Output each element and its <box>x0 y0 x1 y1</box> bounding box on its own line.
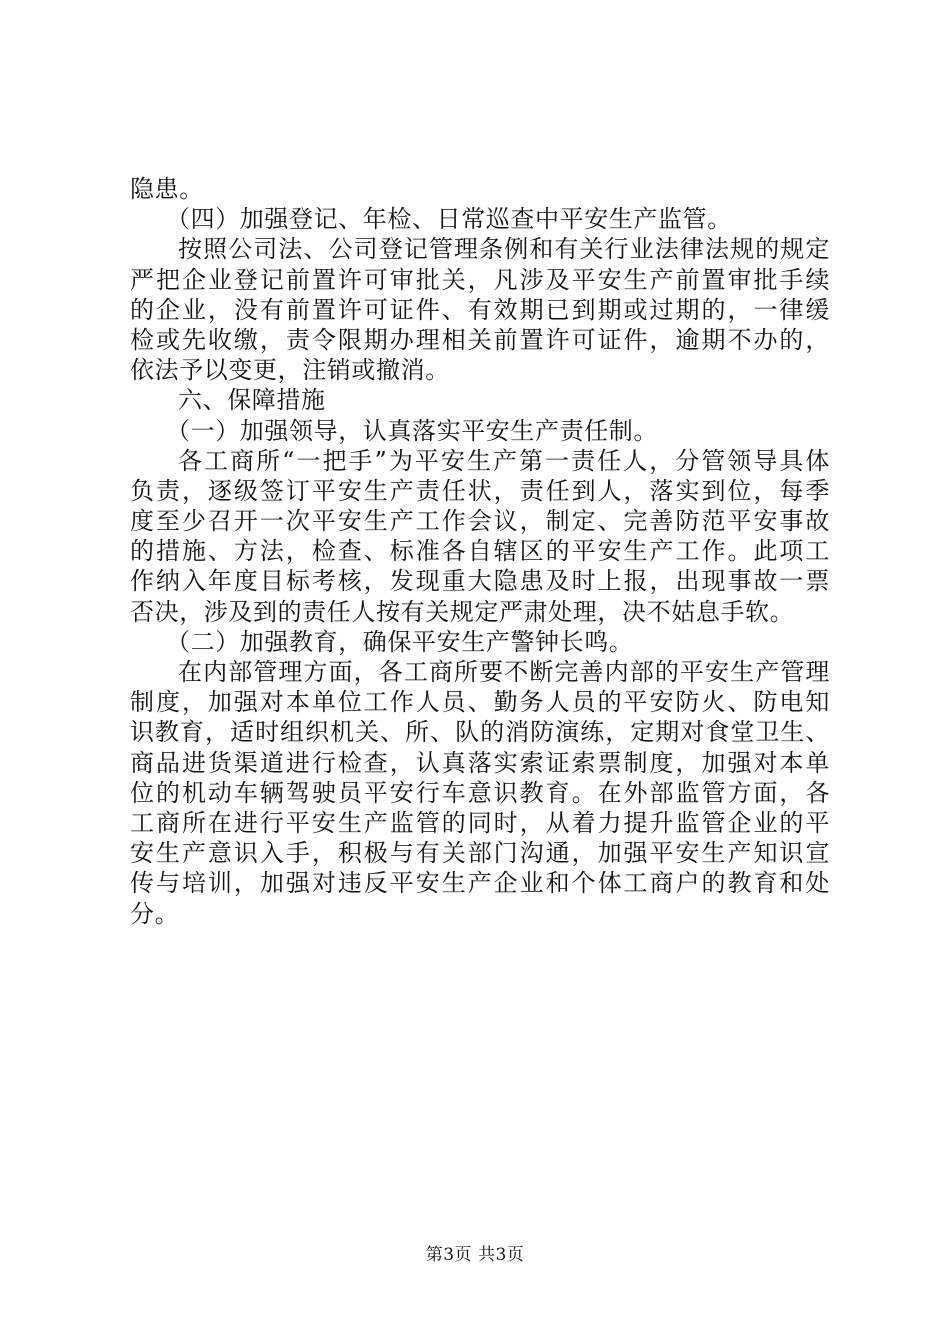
text-line: 各工商所“一把手”为平安生产第一责任人，分管领导具体 <box>178 446 830 475</box>
text-line: 按照公司法、公司登记管理条例和有关行业法律法规的规定 <box>178 235 830 264</box>
text-line: 的措施、方法，检查、标准各自辖区的平安生产工作。此项工 <box>130 537 830 566</box>
text-line: 度至少召开一次平安生产工作会议，制定、完善防范平安事故 <box>130 507 830 536</box>
text-line: 商品进货渠道进行检查，认真落实索证索票制度，加强对本单 <box>130 748 830 777</box>
section-heading: （二）加强教育，确保平安生产警钟长鸣。 <box>166 627 634 656</box>
text-line: 严把企业登记前置许可审批关，凡涉及平安生产前置审批手续 <box>130 265 830 294</box>
section-heading: 六、保障措施 <box>178 386 326 415</box>
text-line: 的企业，没有前置许可证件、有效期已到期或过期的，一律缓 <box>130 295 830 324</box>
section-heading: （一）加强领导，认真落实平安生产责任制。 <box>166 416 658 445</box>
text-line: 在内部管理方面，各工商所要不断完善内部的平安生产管理 <box>178 658 830 686</box>
text-line: 位的机动车辆驾驶员平安行车意识教育。在外部监管方面，各 <box>130 778 830 807</box>
text-line: 隐患。 <box>130 175 204 203</box>
text-line: 依法予以变更，注销或撤消。 <box>130 356 450 385</box>
text-line: 安生产意识入手，积极与有关部门沟通，加强平安生产知识宣 <box>130 839 830 868</box>
text-line: 负责，逐级签订平安生产责任状，责任到人，落实到位，每季 <box>130 476 830 505</box>
text-line: 工商所在进行平安生产监管的同时，从着力提升监管企业的平 <box>130 808 830 837</box>
text-line: 制度，加强对本单位工作人员、勤务人员的平安防火、防电知 <box>130 688 830 717</box>
page-number-footer: 第3页 共3页 <box>425 1245 525 1265</box>
text-line: 否决，涉及到的责任人按有关规定严肃处理，决不姑息手软。 <box>130 597 795 626</box>
text-line: 作纳入年度目标考核，发现重大隐患及时上报，出现事故一票 <box>130 567 830 596</box>
text-line: 传与培训，加强对违反平安生产企业和个体工商户的教育和处 <box>130 869 830 898</box>
section-heading: （四）加强登记、年检、日常巡查中平安生产监管。 <box>166 205 732 234</box>
text-line: 识教育，适时组织机关、所、队的消防演练，定期对食堂卫生、 <box>130 718 830 747</box>
text-line: 分。 <box>130 899 180 928</box>
text-line: 检或先收缴，责令限期办理相关前置许可证件，逾期不办的， <box>130 325 830 354</box>
document-body <box>130 174 830 929</box>
